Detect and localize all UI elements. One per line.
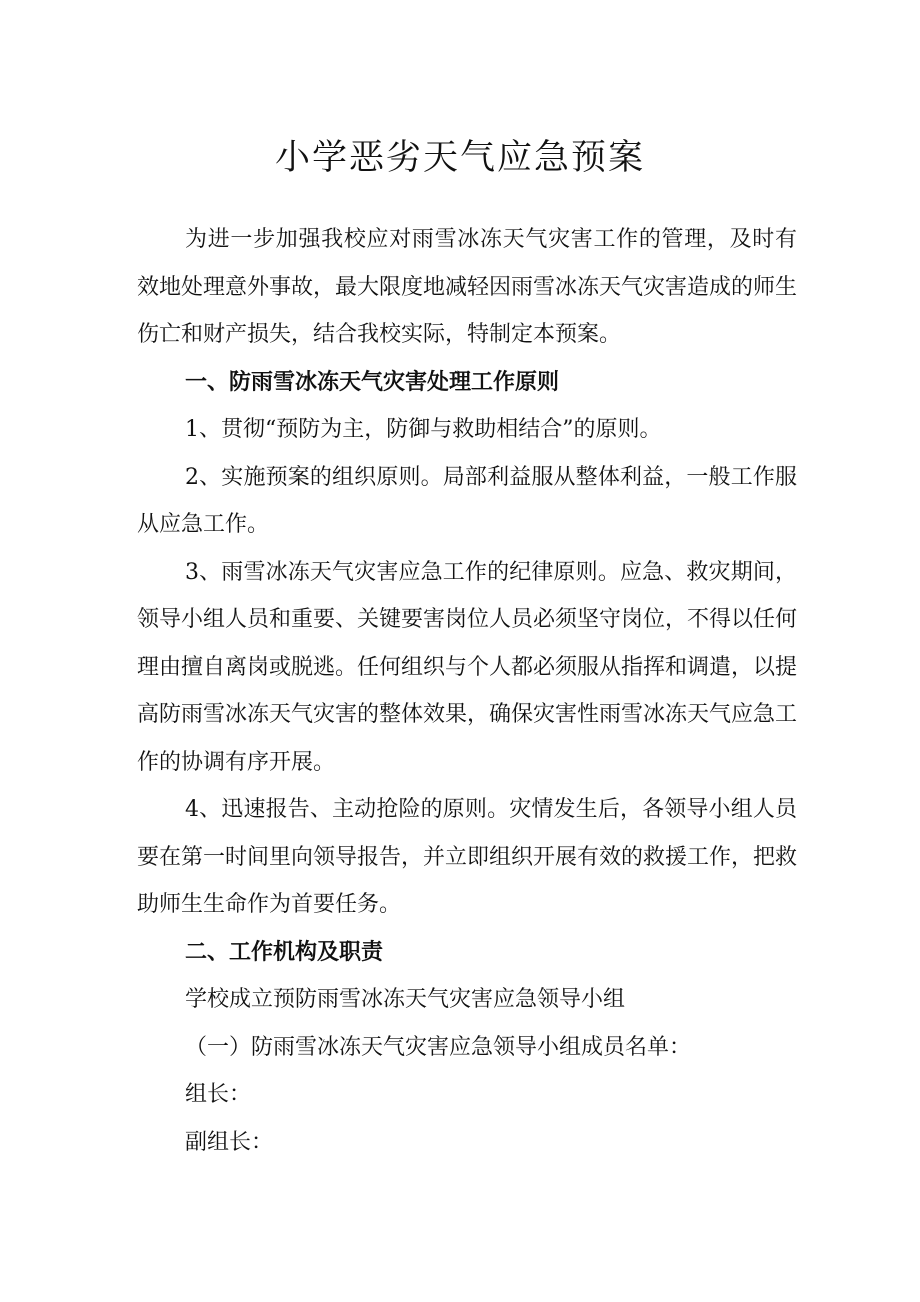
leading-group-paragraph: 学校成立预防雨雪冰冻天气灾害应急领导小组 xyxy=(185,987,626,1012)
document-body xyxy=(137,216,797,1166)
intro-paragraph: 为进一步加强我校应对雨雪冰冻天气灾害工作的管理，及时有效地处理意外事故，最大限度地减轻因雨雪冰冻天气灾害造成的师生伤亡和财产损失，结合我校实际，特制定本预案。 xyxy=(137,227,798,347)
section-heading-organization: 二、工作机构及职责 xyxy=(185,939,384,965)
member-list-heading: （一）防雨雪冰冻天气灾害应急领导小组成员名单： xyxy=(185,1034,692,1060)
group-leader-field: 组长： xyxy=(185,1082,252,1107)
document-title: 小学恶劣天气应急预案 xyxy=(274,138,645,178)
principle-2: 2、实施预案的组织原则。局部利益服从整体利益，一般工作服从应急工作。 xyxy=(137,464,797,537)
deputy-leader-field: 副组长： xyxy=(185,1129,274,1155)
principle-4: 4、迅速报告、主动抢险的原则。灾情发生后，各领导小组人员要在第一时间里向领导报告，并立即组织开展有效的救援工作，把救助师生生命作为首要任务。 xyxy=(137,797,798,917)
section-heading-principles: 一、防雨雪冰冻天气灾害处理工作原则 xyxy=(185,369,560,395)
principle-1: 1、贯彻“预防为主，防御与救助相结合”的原则。 xyxy=(185,417,662,442)
principle-3: 3、雨雪冰冻天气灾害应急工作的纪律原则。应急、救灾期间，领导小组人员和重要、关键要害岗位人员必须坚守岗位，不得以任何理由擅自离岗或脱逃。任何组织与个人都必须服从指挥和调遣，以提高防雨雪冰冻天气灾害的整体效果，确保灾害性雨雪冰冻天气应急工作的协调有序开展。 xyxy=(137,559,798,775)
